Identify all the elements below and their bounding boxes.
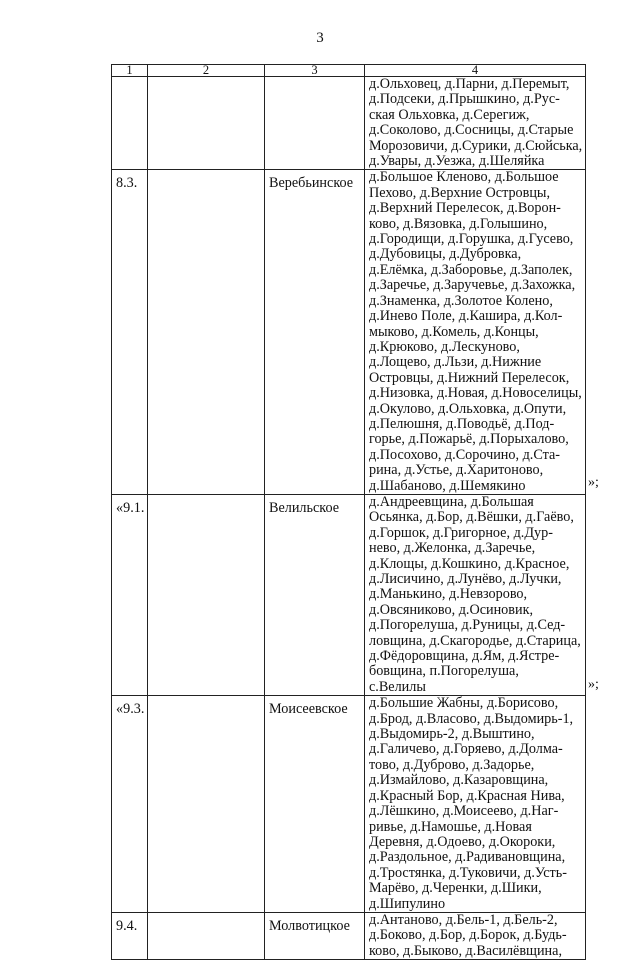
- row-number: «9.1.: [112, 494, 148, 695]
- row-number: [112, 77, 148, 170]
- locality-line: д.Лощево, д.Льзи, д.Нижние: [369, 354, 542, 371]
- locality-line: д.Горшок, д.Григорное, д.Дур-: [369, 524, 553, 541]
- locality-line: д.Фёдоровщина, д.Ям, д.Ястре-: [369, 648, 560, 665]
- table-row: [112, 77, 586, 170]
- row-empty-cell: [148, 696, 265, 913]
- locality-line: д.Галичево, д.Горяево, д.Долма-: [369, 741, 563, 758]
- locality-line: ская Ольховка, д.Серегиж,: [369, 106, 530, 123]
- locality-line: д.Клощы, д.Кошкино, д.Красное,: [369, 555, 570, 572]
- locality-line: Морозовичи, д.Сурики, д.Сюйська,: [369, 137, 583, 154]
- localities-list: [365, 912, 586, 959]
- locality-line: д.Раздольное, д.Радивановщина,: [369, 849, 566, 866]
- locality-line: Марёво, д.Черенки, д.Шики,: [369, 880, 542, 897]
- localities-list: [365, 170, 586, 495]
- locality-line: д.Лисичино, д.Лунёво, д.Лучки,: [369, 571, 562, 587]
- locality-line: ково, д.Быково, д.Василёвщина,: [369, 942, 562, 959]
- locality-line: д.Увары, д.Уезжа, д.Шеляйка: [369, 153, 545, 170]
- locality-line: Деревня, д.Одоево, д.Окороки,: [369, 833, 556, 850]
- row-empty-cell: [148, 170, 265, 495]
- locality-line: д.Посохово, д.Сорочино, д.Ста-: [369, 446, 561, 463]
- locality-line: мыково, д.Комель, д.Концы,: [369, 323, 539, 340]
- locality-line: д.Измайлово, д.Казаровщина,: [369, 772, 549, 789]
- locality-line: д.Крюково, д.Лескуново,: [369, 338, 520, 355]
- row-number: 8.3.: [112, 170, 148, 495]
- locality-line: д.Шипулино: [369, 895, 446, 912]
- locality-line: Пехово, д.Верхние Островцы,: [369, 184, 551, 201]
- row-number: «9.3.: [112, 696, 148, 913]
- page-number: 3: [316, 30, 324, 46]
- table-row: [112, 170, 586, 495]
- locality-line: д.Верхний Перелесок, д.Ворон-: [369, 200, 561, 217]
- table-row: [112, 696, 586, 913]
- row-number: 9.4.: [112, 912, 148, 959]
- settlements-table: [111, 64, 586, 960]
- locality-line: д.Подсеки, д.Прышкино, д.Рус-: [369, 91, 560, 108]
- header-col-3: 3: [265, 65, 365, 77]
- locality-line: д.Антаново, д.Бель-1, д.Бель-2,: [369, 911, 558, 928]
- locality-line: д.Андреевщина, д.Большая: [369, 493, 534, 510]
- locality-line: д.Заречье, д.Заручевье, д.Захожка,: [369, 277, 576, 294]
- locality-line: д.Большое Кленово, д.Большое: [369, 169, 559, 186]
- locality-line: д.Большие Жабны, д.Борисово,: [369, 695, 559, 712]
- row-empty-cell: [148, 912, 265, 959]
- locality-line: рина, д.Устье, д.Харитоново,: [369, 462, 544, 479]
- settlement-name: Веребьинское: [265, 170, 365, 495]
- localities-list: [365, 696, 586, 913]
- locality-line: д.Овсяниково, д.Осиновик,: [369, 601, 534, 618]
- locality-line: д.Соколово, д.Сосницы, д.Старые: [369, 122, 574, 139]
- localities-list: [365, 77, 586, 170]
- row-closing-mark: »;: [588, 475, 599, 491]
- locality-line: д.Красный Бор, д.Красная Нива,: [369, 787, 565, 804]
- locality-line: тово, д.Дуброво, д.Задорье,: [369, 756, 535, 773]
- header-col-1: 1: [112, 65, 148, 77]
- header-col-2: 2: [148, 65, 265, 77]
- localities-list: [365, 494, 586, 695]
- locality-line: д.Елёмка, д.Заборовье, д.Заполек,: [369, 261, 573, 278]
- row-empty-cell: [148, 77, 265, 170]
- locality-line: д.Инево Поле, д.Кашира, д.Кол-: [369, 308, 563, 325]
- locality-line: ривье, д.Намошье, д.Новая: [369, 818, 532, 835]
- locality-line: д.Боково, д.Бор, д.Борок, д.Будь-: [369, 927, 567, 944]
- locality-line: д.Тростянка, д.Туковичи, д.Усть-: [369, 864, 567, 881]
- locality-line: горье, д.Пожарьё, д.Порыхалово,: [369, 431, 569, 448]
- locality-line: д.Погорелуша, д.Руницы, д.Сед-: [369, 617, 566, 634]
- locality-line: д.Знаменка, д.Золотое Колено,: [369, 292, 553, 309]
- locality-line: д.Выдомирь-2, д.Выштино,: [369, 726, 535, 743]
- locality-line: бовщина, п.Погорелуша,: [369, 663, 519, 680]
- locality-line: ловщина, д.Скагородье, д.Старица,: [369, 632, 581, 649]
- locality-line: Островцы, д.Нижний Перелесок,: [369, 369, 570, 386]
- locality-line: Осьянка, д.Бор, д.Вёшки, д.Гаёво,: [369, 509, 574, 526]
- locality-line: с.Велилы: [369, 678, 426, 695]
- locality-line: д.Окулово, д.Ольховка, д.Опути,: [369, 400, 567, 417]
- locality-line: д.Манькино, д.Невзорово,: [369, 586, 528, 603]
- settlement-name: Молвотицкое: [265, 912, 365, 959]
- locality-line: д.Низовка, д.Новая, д.Новоселицы,: [369, 385, 582, 402]
- table-row: [112, 912, 586, 959]
- settlement-name: Велильское: [265, 494, 365, 695]
- locality-line: д.Пелюшня, д.Поводьё, д.Под-: [369, 415, 555, 432]
- locality-line: д.Шабаново, д.Шемякино: [369, 477, 526, 494]
- settlement-name: Моисеевское: [265, 696, 365, 913]
- locality-line: д.Дубовицы, д.Дубровка,: [369, 246, 522, 263]
- locality-line: д.Брод, д.Власово, д.Выдомирь-1,: [369, 710, 574, 727]
- settlement-name: [265, 77, 365, 170]
- locality-line: д.Лёшкино, д.Моисеево, д.Наг-: [369, 803, 559, 820]
- locality-line: ково, д.Вязовка, д.Голышино,: [369, 215, 548, 232]
- locality-line: д.Городищи, д.Горушка, д.Гусево,: [369, 231, 574, 248]
- locality-line: нево, д.Желонка, д.Заречье,: [369, 540, 536, 557]
- table-header-row: [112, 65, 586, 77]
- locality-line: д.Ольховец, д.Парни, д.Перемыт,: [369, 76, 570, 92]
- row-empty-cell: [148, 494, 265, 695]
- row-closing-mark: »;: [588, 676, 599, 692]
- table-row: [112, 494, 586, 695]
- header-col-4: 4: [365, 65, 586, 77]
